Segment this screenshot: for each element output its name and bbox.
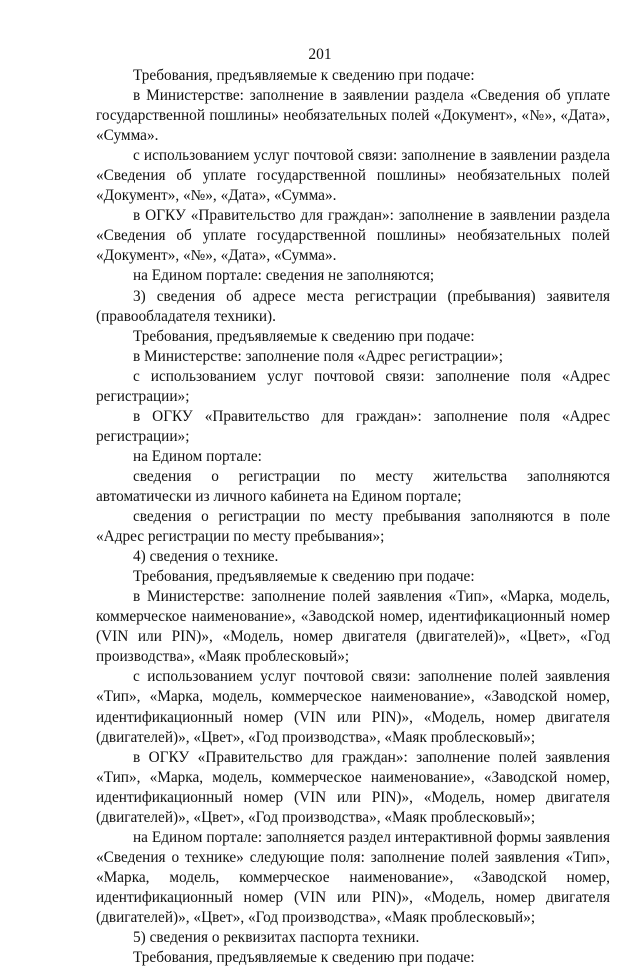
paragraph: в ОГКУ «Правительство для граждан»: заполнение поля «Адрес регистрации»; [96,407,610,445]
paragraph: с использованием услуг почтовой связи: заполнение поля «Адрес регистрации»; [96,367,610,405]
paragraph: в Министерстве: заполнение поля «Адрес регистрации»; [133,347,503,365]
paragraph: на Едином портале: сведения не заполняются; [133,267,435,285]
paragraph: Требования, предъявляемые к сведению при подаче: [133,949,475,967]
paragraph: сведения о регистрации по месту жительства заполняются автоматически из личного кабинета на Едином портале; [96,467,610,505]
paragraph: в ОГКУ «Правительство для граждан»: заполнение полей заявления «Тип», «Марка, модель, коммерческое наименование», «Заводской номер, идентификационный номер (VIN или PIN)», «Модель, номер двигателя (двигателей)», «Цвет», «Год производства», «Маяк проблесковый»; [96,748,610,826]
paragraph: 3) сведения об адресе места регистрации (пребывания) заявителя (правообладателя техники). [96,287,610,325]
paragraph: Требования, предъявляемые к сведению при подаче: [133,568,475,586]
paragraph: в Министерстве: заполнение полей заявления «Тип», «Марка, модель, коммерческое наименование», «Заводской номер, идентификационный номер (VIN или PIN)», «Модель, номер двигателя (двигателей)», «Цвет», «Год производства», «Маяк проблесковый»; [96,588,610,666]
paragraph: с использованием услуг почтовой связи: заполнение полей заявления «Тип», «Марка, модель, коммерческое наименование», «Заводской номер, идентификационный номер (VIN или PIN)», «Модель, номер двигателя (двигателей)», «Цвет», «Год производства», «Маяк проблесковый»; [96,668,610,746]
paragraph: на Едином портале: [133,447,262,465]
body-text [96,66,610,968]
paragraph: с использованием услуг почтовой связи: заполнение в заявлении раздела «Сведения об уплате государственной пошлины» необязательных полей «Документ», «№», «Дата», «Сумма». [96,147,610,205]
paragraph: в ОГКУ «Правительство для граждан»: заполнение в заявлении раздела «Сведения об уплате государственной пошлины» необязательных полей «Документ», «№», «Дата», «Сумма». [96,207,610,265]
page-number: 201 [308,46,332,63]
paragraph: в Министерстве: заполнение в заявлении раздела «Сведения об уплате государственной пошлины» необязательных полей «Документ», «№», «Дата», «Сумма». [96,87,610,145]
paragraph: на Едином портале: заполняется раздел интерактивной формы заявления «Сведения о технике» следующие поля: заполнение полей заявления «Тип», «Марка, модель, коммерческое наименование», «Заводской номер, идентификационный номер (VIN или PIN)», «Модель, номер двигателя (двигателей)», «Цвет», «Год производства», «Маяк проблесковый»; [96,828,610,926]
paragraph: Требования, предъявляемые к сведению при подаче: [133,327,475,345]
paragraph: 4) сведения о технике. [133,548,279,566]
paragraph: сведения о регистрации по месту пребывания заполняются в поле «Адрес регистрации по месту пребывания»; [96,508,610,546]
paragraph: Требования, предъявляемые к сведению при подаче: [133,67,475,84]
paragraph: 5) сведения о реквизитах паспорта техники. [133,929,420,947]
